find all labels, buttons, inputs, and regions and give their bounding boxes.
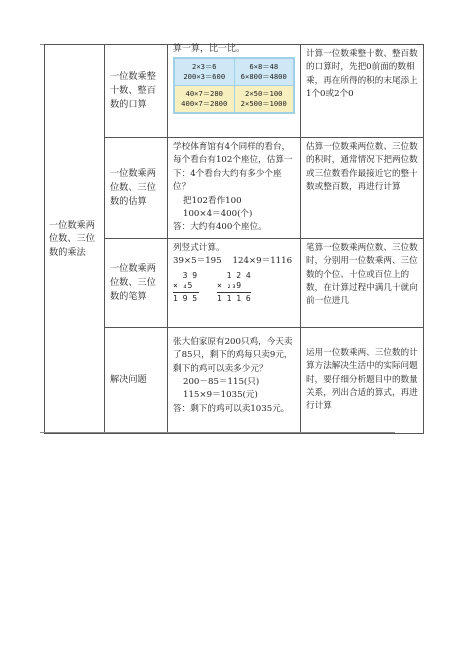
vertical-rule <box>217 292 251 293</box>
grid-cell: 2×3＝6 200×3＝600 <box>175 59 234 85</box>
example-cell <box>168 327 301 433</box>
note-text: 估算一位数乘两位数、三位数的积时，通常情况下把两位数或三位数看作最接近它的整十数或整百数，再进行计算 <box>306 142 418 193</box>
table-row <box>45 45 424 138</box>
example-head: 算一算，比一比。 <box>173 44 246 54</box>
vertical-line: 1 9 5 <box>173 293 198 303</box>
subtopic-cell <box>105 327 168 433</box>
vertical-rule <box>173 292 199 293</box>
vertical-calc-a <box>173 271 199 304</box>
example-line: 答：大约有400个座位。 <box>173 222 267 233</box>
grid-row <box>175 85 293 112</box>
vertical-line: 3 9 <box>173 270 198 280</box>
grid-cell: 6×8＝48 6×800＝4800 <box>234 59 294 85</box>
example-line: 115×9＝1035(元) <box>183 390 258 401</box>
subtopic-label: 一位数乘两位数、三位数的估算 <box>110 167 156 207</box>
topic-label: 一位数乘两位数、三位数的乘法 <box>49 219 95 258</box>
summary-table <box>44 44 424 434</box>
vertical-line: × ₄5 <box>173 280 193 290</box>
example-equations: 39×5＝195 124×9＝1116 <box>173 256 293 267</box>
vertical-line: × ₂₃9 <box>217 280 242 290</box>
subtopic-label: 一位数乘整十数、整百数的口算 <box>110 71 156 110</box>
subtopic-label: 一位数乘两位数、三位数的笔算 <box>110 262 156 302</box>
bottom-rule <box>40 432 395 433</box>
vertical-calc-b <box>217 271 251 304</box>
subtopic-cell <box>105 45 168 138</box>
note-text: 笔算一位数乘两位数、三位数时，分别用一位数乘两、三位数的个位、十位或百位上的数，在计算过程中满几十就向前一位进几 <box>306 242 418 307</box>
vertical-line: 1 2 4 <box>217 270 251 280</box>
example-line: 200－85＝115(只) <box>183 377 260 388</box>
note-text: 运用一位数乘两、三位数的计算方法解决生活中的实际问题时，要仔细分析题目中的数量关系，列出合适的算式，再进行计算 <box>306 347 418 412</box>
grid-cell: 40×7＝280 400×7＝2800 <box>175 86 234 112</box>
grid-row <box>175 59 293 85</box>
note-cell <box>301 45 424 138</box>
note-cell <box>301 138 424 239</box>
vertical-line: 1 1 1 6 <box>217 293 251 303</box>
example-cell <box>168 45 301 138</box>
example-cell <box>168 238 301 327</box>
example-line: 张大伯家原有200只鸡，今天卖了85只，剩下的鸡每只卖9元，剩下的鸡可以卖多少元？ <box>173 336 293 374</box>
note-text: 计算一位数乘整十数、整百数的口算时，先把0前面的数相乘，再在所得的积的末尾添上1个0或2个0 <box>306 49 418 100</box>
example-line: 答：剩下的鸡可以卖1035元。 <box>173 403 290 414</box>
subtopic-label: 解决问题 <box>110 374 147 386</box>
subtopic-cell <box>105 238 168 327</box>
example-line: 100×4＝400(个) <box>183 209 253 220</box>
note-cell <box>301 238 424 327</box>
example-line: 把102看作100 <box>183 195 242 206</box>
note-cell <box>301 327 424 433</box>
example-line: 学校体育馆有4个同样的看台，每个看台有102个座位，估算一下：4个看台大约有多少个座位？ <box>173 142 293 193</box>
vertical-calcs <box>173 271 295 304</box>
example-cell <box>168 138 301 239</box>
example-head: 列竖式计算。 <box>173 242 225 253</box>
practice-grid <box>173 57 295 114</box>
subtopic-cell <box>105 138 168 239</box>
topic-cell <box>45 45 105 434</box>
grid-cell: 2×50＝100 2×500＝1000 <box>234 86 294 112</box>
